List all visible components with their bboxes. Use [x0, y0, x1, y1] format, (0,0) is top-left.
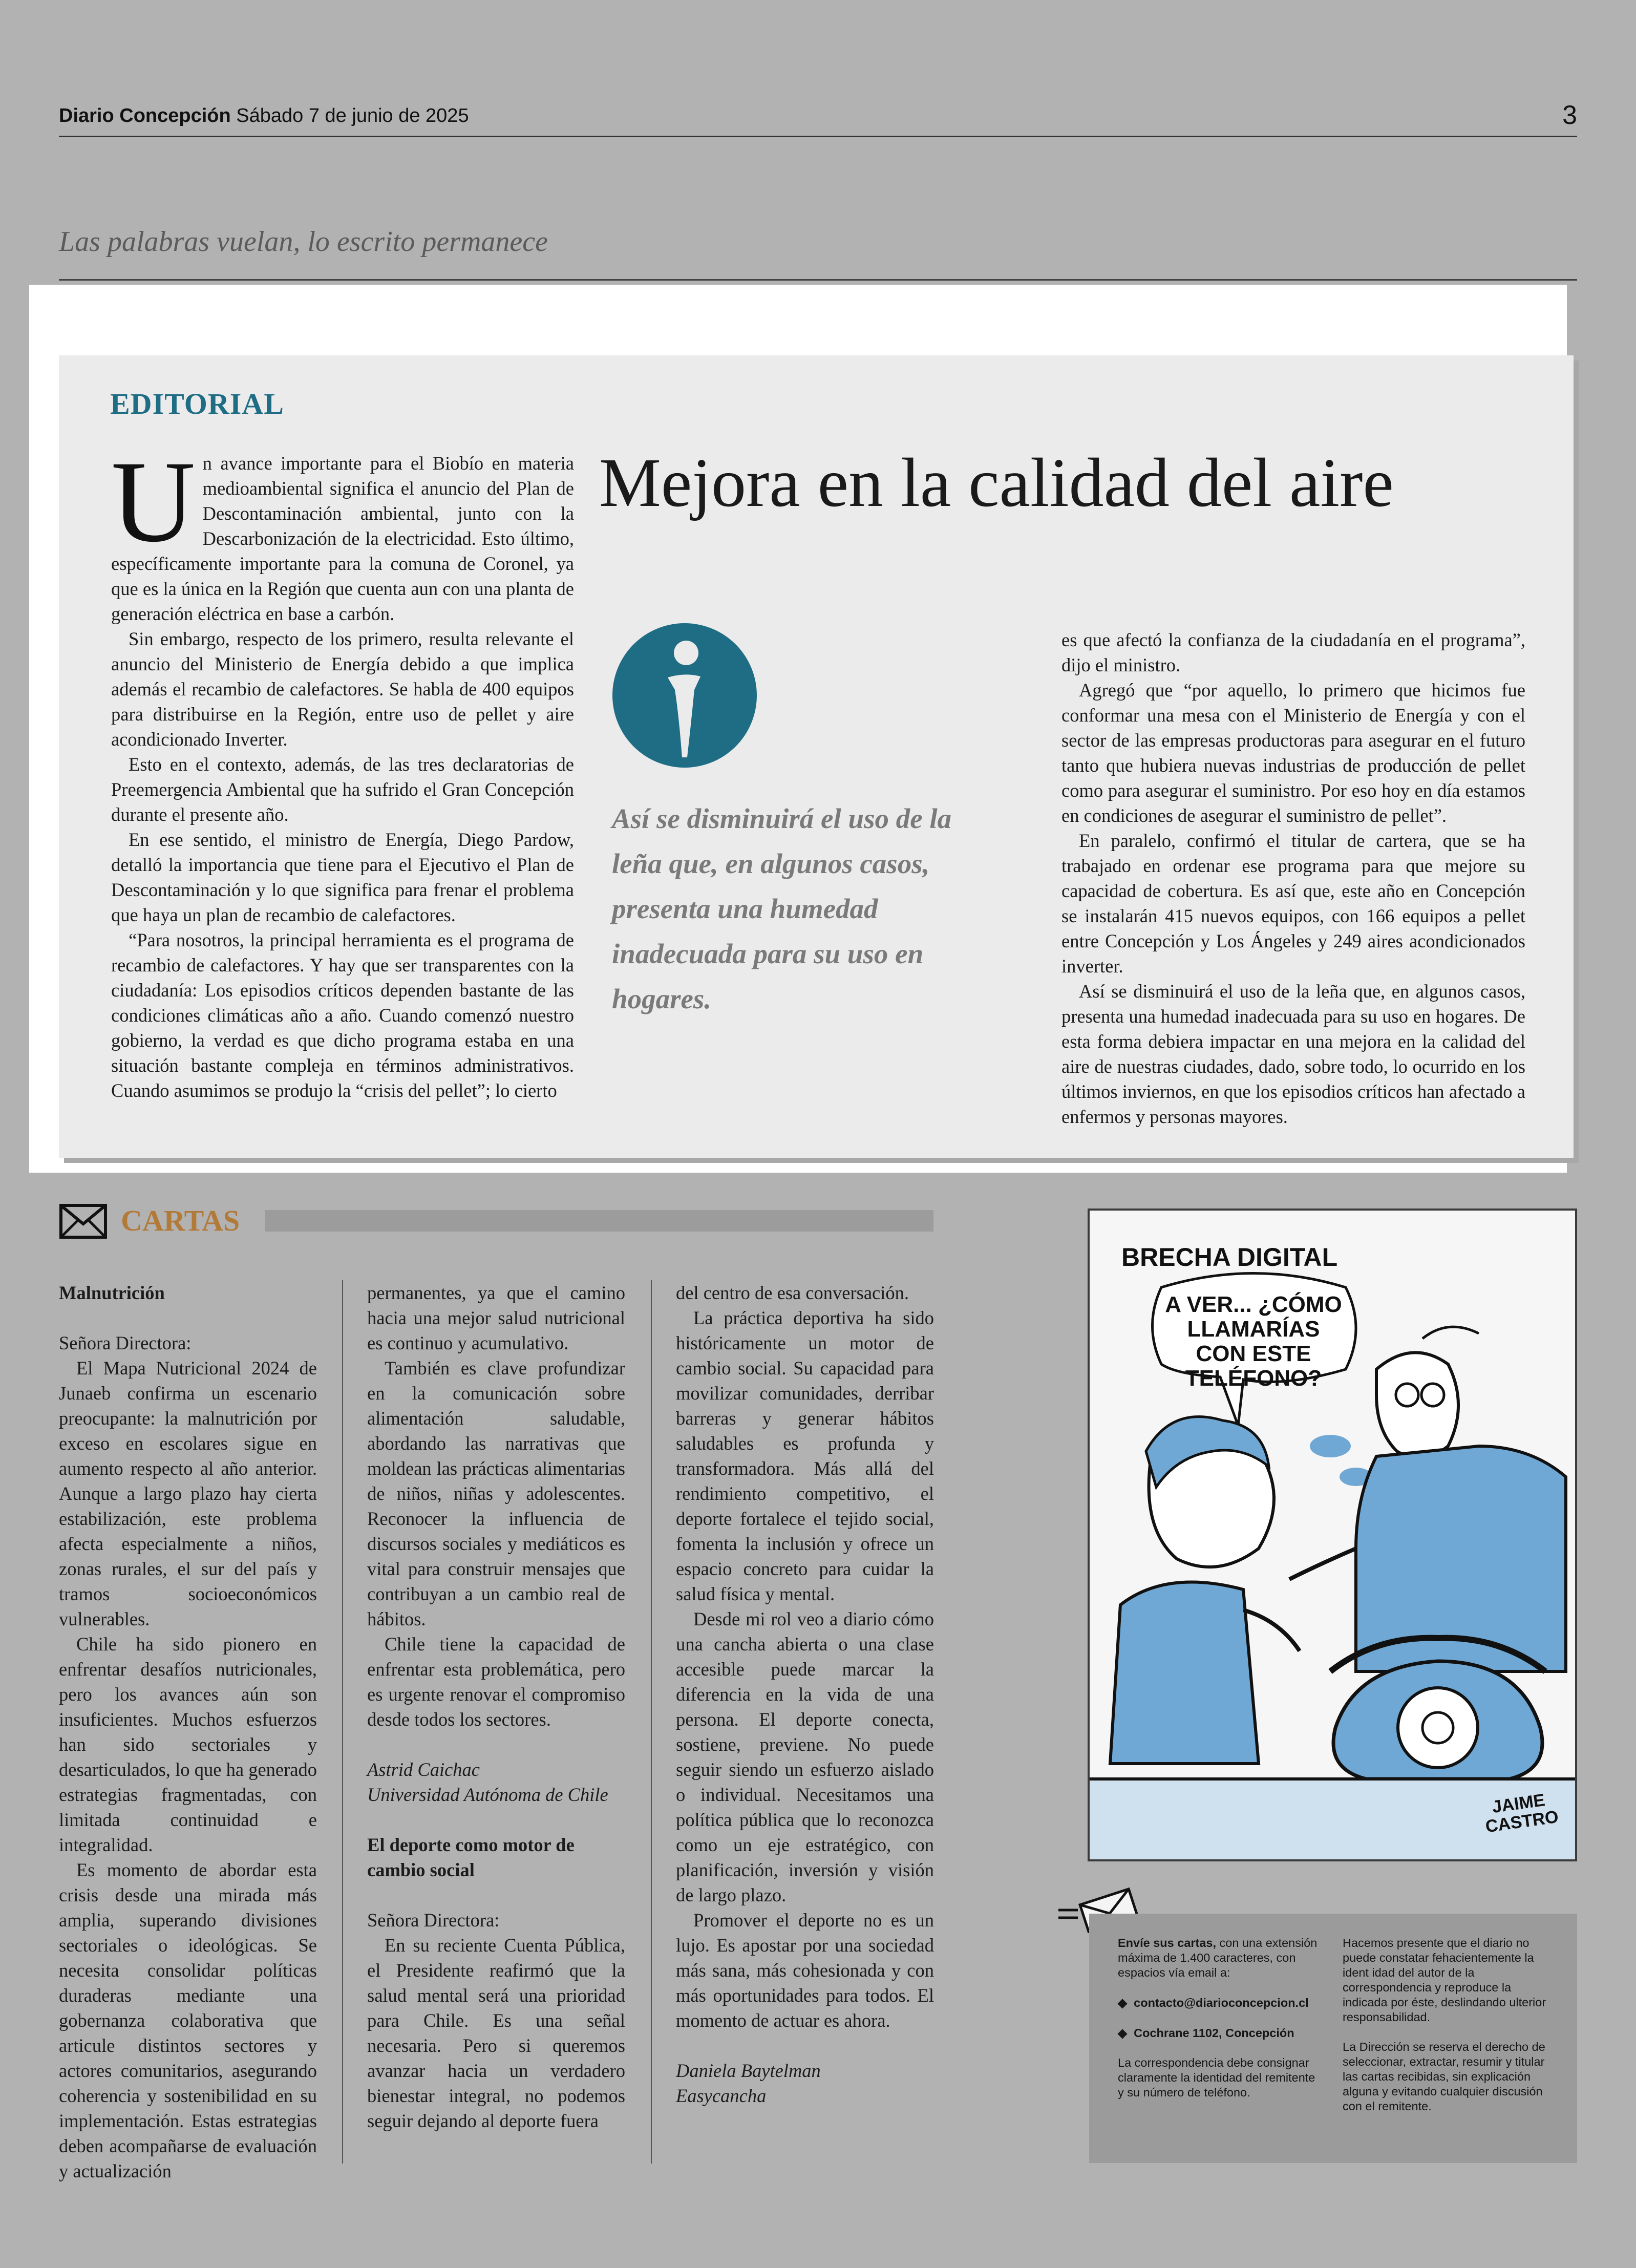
- page-header: [59, 100, 1577, 137]
- cartoon-speech-text: A VER... ¿CÓMO LLAMARÍAS CON ESTE TELÉFONO?: [1165, 1292, 1342, 1391]
- cartas-bar: [265, 1210, 933, 1232]
- editorial-headline: Mejora en la calidad del aire: [599, 444, 1394, 521]
- info-address: ◆ Cochrane 1102, Concepción: [1118, 2026, 1294, 2040]
- column-divider: [342, 1280, 343, 2164]
- editorial-paragraph: Así se disminuirá el uso de la leña que, en algunos casos, presenta una humedad inadecuada para su uso en hogares. De esta forma debiera impactar en una mejora en la calidad del aire de nuestras ciudades, dado, sobre todo, lo ocurrido en los últimos inviernos, en que los episodios críticos han afectado a enfermos y personas mayores.: [1061, 981, 1525, 1127]
- letter-title: El deporte como motor de cambio social: [367, 1834, 575, 1880]
- cartas-label: CARTAS: [121, 1204, 240, 1237]
- editorial-paragraph: En paralelo, confirmó el titular de cartera, que se ha trabajado en ordenar ese programa para que mejore su capacidad de cobertura. Es así que, este año en Concepción se instalarán 415 nuevos equipos, con 166 equipos a pellet entre Concepción y Los Ángeles y 249 aires acondicionados inverter.: [1061, 830, 1525, 977]
- editorial-column-1: [111, 437, 574, 1103]
- letters-column-2: [367, 1280, 625, 2133]
- cartoon-title: BRECHA DIGITAL: [1121, 1243, 1338, 1271]
- editorial-column-3: [1061, 627, 1525, 1129]
- editorial-paragraph: Sin embargo, respecto de los primero, resulta relevante el anuncio del Ministerio de Energía debido a que implica además el recambio de calefactores. Se habla de 400 equipos para distribuirse en la Región, entre uso de pellet y aire acondicionado Inverter.: [111, 628, 574, 750]
- editorial-pullquote: Así se disminuirá el uso de la leña que, en algunos casos, presenta una humedad inadecuada para su uso en hogares.: [612, 803, 952, 1014]
- info-box-left: [1118, 1936, 1323, 2100]
- drop-cap: U: [111, 437, 196, 566]
- divider: [59, 279, 1577, 281]
- letter-signature-org: Universidad Autónoma de Chile: [367, 1784, 608, 1805]
- info-note: La correspondencia debe consignar claramente la identidad del remitente y su número de teléfono.: [1118, 2056, 1315, 2099]
- contact-address: Cochrane 1102, Concepción: [1134, 2026, 1294, 2040]
- info-disclaimer: La Dirección se reserva el derecho de seleccionar, extractar, resumir y titular las cartas recibidas, sin explicación alguna y evitando cualquier discusión con el remitente.: [1343, 2040, 1545, 2113]
- letter-salutation: Señora Directora:: [59, 1332, 192, 1353]
- mail-icon: [59, 1203, 108, 1239]
- letter-paragraph: Chile ha sido pionero en enfrentar desafíos nutricionales, pero los avances aún son insuficientes. Muchos esfuerzos han sido sectoriales y desarticulados, lo que ha generado estrategias fragmentadas, con limitada continuidad e integralidad.: [59, 1634, 317, 1855]
- editorial-paragraph: Agregó que “por aquello, lo primero que hicimos fue conformar una mesa con el Ministerio de Energía y con el sector de las empresas productoras para asegurar en el futuro tanto que hubiera nuevas industrias de producción de pellet como para asegurar el suministro. Por eso hoy en día estamos en condiciones de asegurar el suministro de pellet”.: [1061, 680, 1525, 826]
- issue-date: Sábado 7 de junio de 2025: [236, 105, 469, 126]
- letter-signature-name: Daniela Baytelman: [676, 2060, 821, 2081]
- letter-signature-org: Easycancha: [676, 2085, 767, 2106]
- info-disclaimer: Hacemos presente que el diario no puede constatar fehacientemente la ident idad del autor de la correspondencia y reproduce la indicada por éste, deslindando ulterior responsabilidad.: [1343, 1936, 1546, 2024]
- editorial-label: EDITORIAL: [110, 387, 284, 420]
- letter-paragraph: El Mapa Nutricional 2024 de Junaeb confirma un escenario preocupante: la malnutrición por exceso en escolares sigue en aumento respecto al año anterior. Aunque a largo plazo hay cierta estabilización, este problema afecta especialmente a niños, zonas rurales, el sur del país y tramos socioeconómicos vulnerables.: [59, 1358, 317, 1629]
- letters-column-1: [59, 1280, 317, 2184]
- info-intro-rest: con una extensión máxima de 1.400 caracteres, con espacios vía email a:: [1118, 1936, 1318, 1979]
- editorial-paragraph: [111, 437, 574, 626]
- editorial-lead: n avance importante para el Biobío en materia medioambiental significa el anuncio del Plan de Descontaminación ambiental, junto con la Descarbonización de la electricidad. Esto último, específicamente importante para la comuna de Coronel, ya que es la única en la Región que cuenta aun con una planta de generación eléctrica en base a carbón.: [111, 453, 574, 624]
- letter-signature-name: Astrid Caichac: [367, 1759, 480, 1780]
- letter-paragraph: Promover el deporte no es un lujo. Es apostar por una sociedad más sana, más cohesionada y con más oportunidades para todos. El momento de actuar es ahora.: [676, 1910, 934, 2031]
- letter-paragraph: La práctica deportiva ha sido históricamente un motor de cambio social. Su capacidad para movilizar comunidades, derribar barreras y generar hábitos saludables es profunda y transformadora. Más allá del rendimiento competitivo, el deporte fortalece el tejido social, fomenta la inclusión y ofrece un espacio concreto para cuidar la salud física y mental.: [676, 1307, 934, 1604]
- column-divider: [651, 1280, 652, 2164]
- cartoon: [1088, 1209, 1577, 1861]
- letter-salutation: Señora Directora:: [367, 1910, 500, 1931]
- letter-paragraph: del centro de esa conversación.: [676, 1282, 909, 1303]
- editorial-paragraph: Esto en el contexto, además, de las tres declaratorias de Preemergencia Ambiental que ha sufrido el Gran Concepción durante el presente año.: [111, 754, 574, 825]
- letter-paragraph: Desde mi rol veo a diario cómo una cancha abierta o una clase accesible puede marcar la diferencia en la vida de una persona. El deporte conecta, sostiene, previene. No puede seguir siendo un esfuerzo aislado o individual. Necesitamos una política pública que lo reconozca como un eje estratégico, con planificación, inversión y visión de largo plazo.: [676, 1608, 934, 1905]
- page-number: 3: [1562, 100, 1577, 130]
- letter-paragraph: También es clave profundizar en la comunicación sobre alimentación saludable, abordando las narrativas que moldean las prácticas alimentarias de niños, niñas y adolescentes. Reconocer la influencia de discursos sociales y mediáticos es vital para construir mensajes que contribuyan a un cambio real de hábitos.: [367, 1358, 625, 1629]
- letter-paragraph: En su reciente Cuenta Pública, el Presidente reafirmó que la salud mental será una prioridad para Chile. Es una señal necesaria. Pero si queremos avanzar hacia un verdadero bienestar integral, no podemos seguir dejando al deporte fuera: [367, 1935, 625, 2131]
- contact-email: contacto@diarioconcepcion.cl: [1134, 1996, 1309, 2009]
- section-slogan: Las palabras vuelan, lo escrito permanece: [59, 226, 548, 258]
- info-box-right: [1343, 1936, 1558, 2114]
- letter-title: Malnutrición: [59, 1282, 165, 1303]
- newspaper-title: [59, 105, 469, 127]
- letter-paragraph: Es momento de abordar esta crisis desde una mirada más amplia, superando divisiones sectoriales o ideológicas. Se necesita consolidar políticas duraderas mediante una gobernanza colaborativa que articule distintos sectores y actores comunitarios, asegurando coherencia y sostenibilidad en su implementación. Estas estrategias deben acompañarse de evaluación y actualización: [59, 1859, 317, 2181]
- info-email: ◆ contacto@diarioconcepcion.cl: [1118, 1996, 1309, 2009]
- cartoon-signature: JAIME CASTRO: [1484, 1790, 1560, 1837]
- info-icon: [612, 623, 757, 768]
- editorial-paragraph: En ese sentido, el ministro de Energía, Diego Pardow, detalló la importancia que tiene para el Ejecutivo el Plan de Descontaminación y lo que significa para frenar el problema que haya un plan de recambio de calefactores.: [111, 829, 574, 925]
- editorial-paragraph: es que afectó la confianza de la ciudadanía en el programa”, dijo el ministro.: [1061, 629, 1525, 675]
- info-intro-bold: Envíe sus cartas,: [1118, 1936, 1217, 1949]
- letters-column-3: [676, 1280, 934, 2108]
- paper-name: Diario Concepción: [59, 105, 231, 126]
- letter-paragraph: permanentes, ya que el camino hacia una mejor salud nutricional es continuo y acumulativo.: [367, 1282, 625, 1353]
- letter-paragraph: Chile tiene la capacidad de enfrentar esta problemática, pero es urgente renovar el compromiso desde todos los sectores.: [367, 1634, 625, 1730]
- info-intro: [1118, 1936, 1323, 1980]
- editorial-paragraph: “Para nosotros, la principal herramienta es el programa de recambio de calefactores. Y hay que ser transparentes con la ciudadanía: Los episodios críticos dependen bastante de las condiciones climáticas año a año. Cuando comenzó nuestro gobierno, la verdad es que dicho programa estaba en una situación bastante compleja en términos administrativos. Cuando asumimos se produjo la “crisis del pellet”; lo cierto: [111, 929, 574, 1101]
